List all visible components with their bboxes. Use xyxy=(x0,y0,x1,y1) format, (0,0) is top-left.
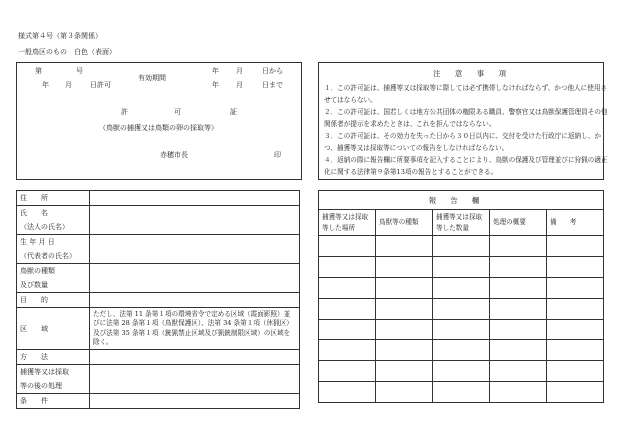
report-cell xyxy=(376,298,433,319)
after-value xyxy=(90,365,300,394)
report-cell xyxy=(433,382,490,403)
report-row xyxy=(319,298,604,319)
note-item-2: ２．この許可証は、国若しくは地方公共団体の権限ある職員、警察官又は鳥獣保護管理員その他関係者が提示を求めたときは、これを拒んではならない。 xyxy=(324,108,608,128)
report-row xyxy=(319,277,604,298)
condition-label: 条 件 xyxy=(17,394,90,409)
report-row xyxy=(319,256,604,277)
species-label: 鳥獣の種類 及び数量 xyxy=(17,264,90,293)
report-cell xyxy=(319,236,376,257)
permit-year-label: 年 xyxy=(42,81,49,89)
report-cell xyxy=(547,382,604,403)
form-category: 一般鳥区のもの 白色（表面） xyxy=(18,48,116,56)
report-row xyxy=(319,340,604,361)
report-col-processing: 処理の概要 xyxy=(490,210,547,236)
permit-title-char-2: 可 xyxy=(174,108,181,116)
notes-title: 注 意 事 項 xyxy=(433,69,513,78)
report-cell xyxy=(319,319,376,340)
address-value xyxy=(90,191,300,206)
report-cell xyxy=(490,382,547,403)
issuer-name: 赤穂市長 xyxy=(160,151,188,159)
report-cell xyxy=(376,277,433,298)
report-cell xyxy=(490,256,547,277)
report-cell xyxy=(376,236,433,257)
report-cell xyxy=(319,340,376,361)
report-cell xyxy=(376,256,433,277)
report-cell xyxy=(490,236,547,257)
area-value xyxy=(90,308,300,350)
report-cell xyxy=(547,236,604,257)
report-row xyxy=(319,382,604,403)
report-row xyxy=(319,319,604,340)
report-cell xyxy=(376,361,433,382)
valid-from-month: 月 xyxy=(236,67,243,75)
applicant-table xyxy=(16,190,300,409)
form-number: 様式第４号（第３条関係） xyxy=(18,32,102,40)
name-value xyxy=(90,206,300,235)
condition-value xyxy=(90,394,300,409)
address-label: 住 所 xyxy=(17,191,90,206)
seal-mark: 印 xyxy=(274,151,281,159)
purpose-label: 目 的 xyxy=(17,293,90,308)
valid-until-year: 年 xyxy=(212,81,219,89)
name-label: 氏 名 （法人の氏名） xyxy=(17,206,90,235)
report-cell xyxy=(433,319,490,340)
after-label: 捕獲等又は採取 等の後の処理 xyxy=(17,365,90,394)
report-col-remarks: 備 考 xyxy=(547,210,604,236)
species-value xyxy=(90,264,300,293)
method-value xyxy=(90,350,300,365)
report-table xyxy=(318,190,604,403)
note-item-4: ４．返納の際に報告欄に所要事項を記入することにより、鳥獣の保護及び管理並びに狩猟の適正化に関する法律第９条第13項の報告とすることができる。 xyxy=(324,156,608,176)
validity-label: 有効期間 xyxy=(138,74,166,82)
permit-title-char-3: 証 xyxy=(230,108,237,116)
report-cell xyxy=(547,277,604,298)
report-cell xyxy=(490,340,547,361)
report-title: 報告欄 xyxy=(319,191,604,210)
report-cell xyxy=(547,256,604,277)
valid-from-day: 日から xyxy=(262,67,283,75)
report-cell xyxy=(490,319,547,340)
note-item-1: １．この許可証は、捕獲等又は採取等に際しては必ず携帯しなければならず、かつ他人に使用させてはならない。 xyxy=(324,84,608,104)
report-cell xyxy=(547,361,604,382)
report-cell xyxy=(319,361,376,382)
report-col-place: 捕獲等又は採取等した場所 xyxy=(319,210,376,236)
report-cell xyxy=(490,277,547,298)
report-col-quantity: 捕獲等又は採取等した数量 xyxy=(433,210,490,236)
report-cell xyxy=(433,340,490,361)
report-cell xyxy=(433,277,490,298)
report-cell xyxy=(319,277,376,298)
note-item-3: ３．この許可証は、その効力を失った日から３０日以内に、交付を受けた行政庁に返納し、かつ、捕獲等又は採取等についての報告をしなければならない。 xyxy=(324,132,601,152)
report-cell xyxy=(376,382,433,403)
area-note: ただし、法第 11 条第１項の環境省令で定める区域（霞面影照）並びに法第 28 条第１項（鳥獣保護区）、法第 34 条第１項（休猟区）及び法第 35 条第１項（銃猟禁止区域及び猟銃制限区域）の区域を除く。 xyxy=(93,309,293,346)
report-cell xyxy=(433,361,490,382)
permit-title-char-1: 許 xyxy=(121,108,128,116)
area-label: 区 域 xyxy=(17,308,90,350)
report-cell xyxy=(547,298,604,319)
report-cell xyxy=(433,256,490,277)
permit-subtitle: （鳥獣の捕獲又は鳥類の卵の採取等） xyxy=(99,124,218,132)
report-cell xyxy=(319,256,376,277)
birth-label: 生 年 月 日 （代表者の氏名） xyxy=(17,235,90,264)
purpose-value xyxy=(90,293,300,308)
report-cell xyxy=(490,298,547,319)
report-body xyxy=(319,236,604,403)
report-cell xyxy=(547,319,604,340)
permit-month-label: 月 xyxy=(65,81,72,89)
valid-until-month: 月 xyxy=(236,81,243,89)
report-cell xyxy=(376,319,433,340)
report-cell xyxy=(547,340,604,361)
birth-value xyxy=(90,235,300,264)
report-cell xyxy=(433,236,490,257)
report-cell xyxy=(319,298,376,319)
permit-number-suffix: 号 xyxy=(76,67,83,75)
report-col-species: 鳥獣等の種類 xyxy=(376,210,433,236)
report-cell xyxy=(376,340,433,361)
permit-day-label: 日許可 xyxy=(90,81,111,89)
report-cell xyxy=(433,298,490,319)
valid-from-year: 年 xyxy=(212,67,219,75)
valid-until-day: 日まで xyxy=(262,81,283,89)
permit-number-label: 第 xyxy=(35,67,42,75)
report-row xyxy=(319,236,604,257)
method-label: 方 法 xyxy=(17,350,90,365)
report-cell xyxy=(319,382,376,403)
report-cell xyxy=(490,361,547,382)
report-row xyxy=(319,361,604,382)
